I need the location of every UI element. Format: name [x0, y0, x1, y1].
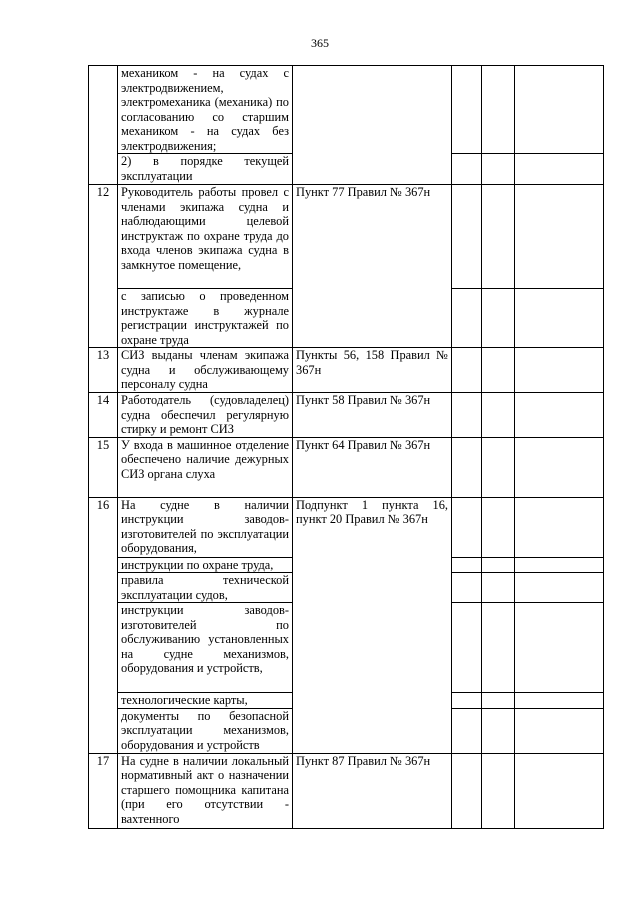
legal-reference: Пункт 87 Правил № 367н [293, 753, 452, 828]
answer-cell [452, 393, 482, 438]
legal-reference: Пункт 77 Правил № 367н [293, 185, 452, 348]
legal-reference: Пункт 64 Правил № 367н [293, 437, 452, 497]
answer-cell [452, 348, 482, 393]
answer-cell [482, 437, 515, 497]
requirement-text: документы по безопасной эксплуатации механизмов, оборудования и устройств [118, 708, 293, 753]
table-row [89, 497, 604, 557]
answer-cell [482, 154, 515, 185]
requirement-text: Руководитель работы провел с членами экипажа судна и наблюдающими целевой инструктаж по охране труда до входа членов экипажа судна в замкнутое помещение, [118, 185, 293, 289]
requirement-text: инструкции по охране труда, [118, 557, 293, 573]
answer-cell [515, 154, 604, 185]
row-number: 17 [89, 753, 118, 828]
answer-cell [482, 497, 515, 557]
answer-cell [452, 437, 482, 497]
answer-cell [482, 693, 515, 709]
answer-cell [452, 185, 482, 289]
answer-cell [515, 573, 604, 603]
requirement-text: механиком - на судах с электродвижением, электромеханика (механика) по согласованию со старшим механиком - на судах без электродвижения; [118, 66, 293, 154]
answer-cell [482, 393, 515, 438]
answer-cell [515, 437, 604, 497]
row-number: 13 [89, 348, 118, 393]
row-number-cell [89, 66, 118, 185]
answer-cell [482, 603, 515, 693]
table-row [89, 66, 604, 154]
row-number: 15 [89, 437, 118, 497]
answer-cell [515, 693, 604, 709]
answer-cell [482, 348, 515, 393]
page-number: 365 [311, 36, 329, 50]
answer-cell [515, 557, 604, 573]
table-row [89, 437, 604, 497]
table-row [89, 753, 604, 828]
row-number: 12 [89, 185, 118, 348]
answer-cell [482, 185, 515, 289]
requirement-text: 2) в порядке текущей эксплуатации [118, 154, 293, 185]
answer-cell [452, 289, 482, 348]
answer-cell [515, 289, 604, 348]
row-number: 14 [89, 393, 118, 438]
answer-cell [515, 66, 604, 154]
answer-cell [452, 603, 482, 693]
answer-cell [515, 603, 604, 693]
requirement-text: с записью о проведенном инструктаже в журнале регистрации инструктажей по охране труда [118, 289, 293, 348]
answer-cell [515, 708, 604, 753]
requirement-text: инструкции заводов-изготовителей по обслуживанию установленных на судне механизмов, оборудования и устройств, [118, 603, 293, 693]
answer-cell [452, 497, 482, 557]
table-row [89, 393, 604, 438]
answer-cell [515, 497, 604, 557]
requirement-text: На судне в наличии локальный нормативный акт о назначении старшего помощника капитана (при его отсутствии - вахтенного [118, 753, 293, 828]
answer-cell [452, 708, 482, 753]
answer-cell [515, 185, 604, 289]
requirement-text: технологические карты, [118, 693, 293, 709]
table-row [89, 348, 604, 393]
answer-cell [482, 289, 515, 348]
table-row [89, 185, 604, 289]
requirement-text: Работодатель (судовладелец) судна обеспечил регулярную стирку и ремонт СИЗ [118, 393, 293, 438]
answer-cell [515, 753, 604, 828]
legal-reference: Пункты 56, 158 Правил № 367н [293, 348, 452, 393]
legal-reference: Пункт 58 Правил № 367н [293, 393, 452, 438]
requirement-text: правила технической эксплуатации судов, [118, 573, 293, 603]
answer-cell [452, 66, 482, 154]
answer-cell [515, 393, 604, 438]
answer-cell [452, 557, 482, 573]
answer-cell [452, 154, 482, 185]
answer-cell [482, 708, 515, 753]
answer-cell [482, 66, 515, 154]
row-number: 16 [89, 497, 118, 753]
requirement-text: СИЗ выданы членам экипажа судна и обслуживающему персоналу судна [118, 348, 293, 393]
answer-cell [452, 693, 482, 709]
requirement-text: На судне в наличии инструкции заводов-изготовителей по эксплуатации оборудования, [118, 497, 293, 557]
answer-cell [482, 753, 515, 828]
answer-cell [452, 573, 482, 603]
legal-reference: Подпункт 1 пункта 16, пункт 20 Правил № 367н [293, 497, 452, 753]
legal-reference [293, 66, 452, 185]
answer-cell [452, 753, 482, 828]
requirement-text: У входа в машинное отделение обеспечено наличие дежурных СИЗ органа слуха [118, 437, 293, 497]
checklist-table [88, 65, 604, 829]
answer-cell [482, 557, 515, 573]
answer-cell [515, 348, 604, 393]
answer-cell [482, 573, 515, 603]
